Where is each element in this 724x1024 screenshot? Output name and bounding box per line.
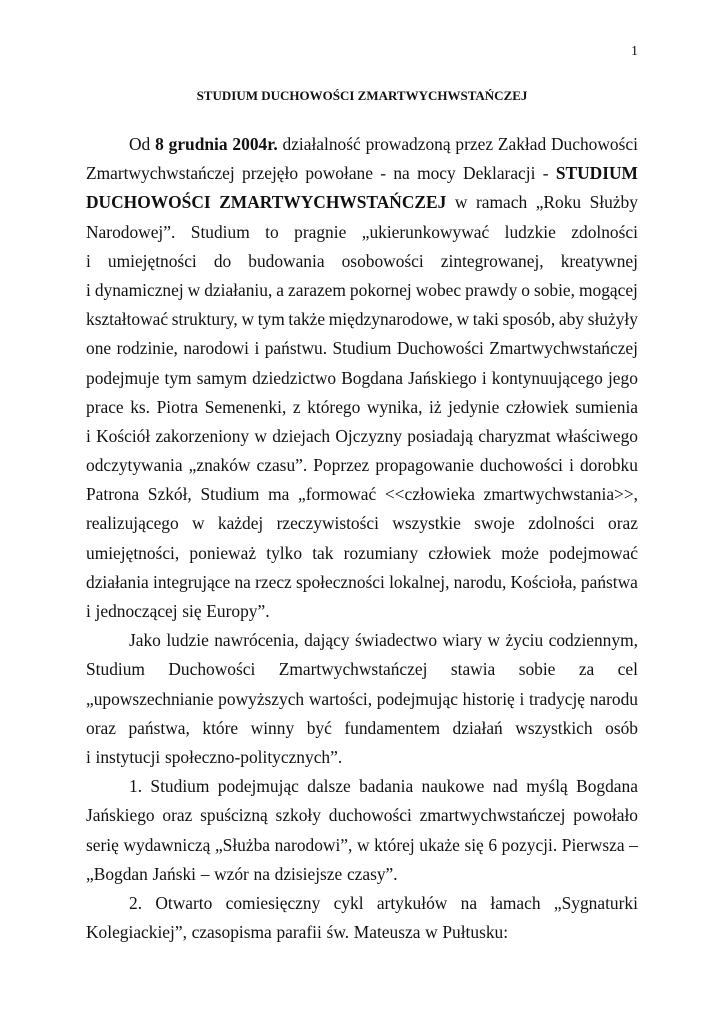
text-word: badania — [359, 776, 414, 797]
text-word: Duchowości — [168, 659, 256, 680]
text-line — [86, 159, 638, 188]
text-word: samym — [196, 367, 247, 388]
text-line — [86, 451, 638, 480]
text-word: ukaże — [419, 834, 460, 855]
text-word: i — [481, 367, 487, 388]
text-line — [86, 714, 638, 743]
text-line — [86, 655, 638, 684]
text-word: oraz — [86, 717, 116, 738]
text-line — [86, 801, 638, 830]
text-word: cel — [617, 659, 638, 680]
text-word: comiesięczny — [225, 892, 321, 913]
text-word: z — [292, 396, 301, 417]
text-word: kontynuującego — [491, 367, 603, 388]
text-word: Zmartwychwstańczej — [489, 338, 638, 359]
text-word: 1. — [129, 776, 143, 797]
text-word: działań — [452, 717, 503, 738]
text-line — [86, 305, 638, 334]
text-word: zakorzeniony — [155, 425, 250, 446]
text-word: tak — [312, 542, 334, 563]
text-word: w — [254, 425, 267, 446]
text-word: myślą — [526, 776, 568, 797]
text-word: podejmując — [217, 776, 299, 797]
text-word: państwu. — [264, 338, 328, 359]
text-word: taki — [472, 309, 499, 330]
text-word: codziennym, — [548, 630, 638, 651]
text-word: Zmartwychwstańczej — [278, 659, 428, 680]
text-word: Pułtusku: — [442, 922, 509, 943]
text-word: Ojczyzny — [335, 425, 403, 446]
text-line — [86, 393, 638, 422]
text-word: Jako — [129, 630, 161, 651]
text-word: spuścizną — [200, 805, 268, 826]
text-line — [86, 130, 638, 159]
text-word: Kościoła, — [510, 571, 577, 592]
text-word: pokornej — [349, 279, 412, 300]
text-word: dorobku — [579, 455, 638, 476]
text-word: – — [629, 834, 638, 855]
text-word: Jańskiego — [86, 805, 155, 826]
text-word: zdolności — [571, 221, 638, 242]
text-word: wszystkie — [392, 513, 461, 534]
text-line — [86, 218, 638, 247]
text-line — [86, 597, 638, 626]
text-word: czasopisma — [191, 922, 272, 943]
text-word: 8 — [155, 134, 164, 154]
text-word: przez — [455, 134, 494, 154]
text-line — [86, 509, 638, 538]
text-word: być — [306, 717, 332, 738]
text-word: ks. — [130, 396, 151, 417]
text-word: pragnie — [294, 221, 347, 242]
text-word: mocy — [417, 163, 456, 184]
text-word: struktury, — [171, 309, 238, 330]
text-line — [86, 568, 638, 597]
text-word: Studium — [332, 338, 392, 359]
text-word: kształtować — [86, 309, 169, 330]
text-word: w — [425, 922, 438, 943]
text-word: 2. — [129, 892, 143, 913]
text-line — [86, 276, 638, 305]
text-word: swoje — [474, 513, 515, 534]
text-word: może — [501, 542, 539, 563]
text-word: oraz — [608, 513, 638, 534]
text-word: sobie, — [533, 279, 575, 300]
text-line — [86, 539, 638, 568]
text-word: zarazem — [288, 279, 346, 300]
text-word: sposób, — [502, 309, 556, 330]
text-word: STUDIUM — [555, 163, 638, 184]
text-line — [86, 918, 638, 947]
text-word: ludzkie — [504, 221, 556, 242]
text-word: społeczności — [295, 571, 385, 592]
text-word: każdej — [217, 513, 264, 534]
text-word: się — [182, 601, 202, 621]
text-word: społeczno-politycznych”. — [164, 746, 343, 767]
text-word: prace — [86, 396, 124, 417]
text-word: naukowe — [421, 776, 485, 797]
text-word: której — [374, 834, 415, 855]
text-word: Semenenki, — [204, 396, 287, 417]
text-word: „Sygnaturki — [553, 892, 638, 913]
text-word: i — [254, 338, 260, 359]
text-word: tym — [164, 367, 192, 388]
text-word: rzecz — [255, 571, 292, 592]
text-word: Poprzez — [313, 455, 370, 476]
text-word: duchowości — [328, 805, 412, 826]
text-word: instytucji — [95, 746, 161, 767]
document-body — [86, 130, 638, 947]
text-word: historię — [462, 688, 515, 709]
text-word: narodu, — [453, 571, 507, 592]
text-word: wynika, — [366, 396, 423, 417]
text-word: które — [202, 717, 239, 738]
text-word: wiary — [442, 630, 483, 651]
text-word: DUCHOWOŚCI — [86, 192, 211, 213]
text-word: narodowi — [183, 338, 250, 359]
text-word: serię — [86, 834, 119, 855]
text-word: i — [86, 746, 91, 767]
text-word: podejmuje — [86, 367, 160, 388]
text-word: wydawniczą — [123, 834, 211, 855]
text-word: Duchowości — [551, 134, 638, 154]
text-line — [86, 188, 638, 217]
text-word: Jański — [152, 863, 196, 884]
text-word: działaniu, — [204, 279, 273, 300]
text-word: Studium — [190, 221, 250, 242]
text-word: „znaków — [188, 455, 251, 476]
text-word: - — [380, 163, 387, 184]
text-word: dziedzictwo — [252, 367, 337, 388]
text-word: świadectwo — [354, 630, 438, 651]
text-word: posiadają — [407, 425, 473, 446]
text-word: jednoczącej — [95, 601, 178, 621]
text-word: sumienia — [575, 396, 638, 417]
text-word: na — [393, 163, 410, 184]
text-line — [86, 247, 638, 276]
text-word: osób — [605, 717, 638, 738]
text-word: i — [86, 279, 91, 300]
text-word: Zmartwychwstańczej — [86, 163, 235, 184]
text-word: i — [86, 250, 91, 271]
text-word: dający — [304, 630, 350, 651]
text-word: Jańskiego — [408, 367, 477, 388]
text-word: Narodowej”. — [86, 221, 176, 242]
text-word: w — [454, 192, 468, 213]
text-word: wobec — [415, 279, 462, 300]
page-number: 1 — [631, 44, 638, 59]
text-word: charyzmat — [478, 425, 551, 446]
text-word: w — [356, 834, 370, 855]
text-word: narodu — [589, 688, 638, 709]
text-word: „upowszechnianie — [86, 688, 214, 709]
text-word: w — [487, 630, 501, 651]
text-word: sobie — [518, 659, 556, 680]
text-word: wszystkich — [515, 717, 593, 738]
text-word: parafii — [276, 922, 322, 943]
text-word: odczytywania — [86, 455, 183, 476]
text-word: tylko — [266, 542, 303, 563]
text-word: nawrócenia, — [214, 630, 299, 651]
text-word: prowadzoną — [365, 134, 451, 154]
text-word: Kościół — [96, 425, 151, 446]
text-word: do — [213, 250, 232, 271]
text-word: czasu”. — [256, 455, 308, 476]
text-word: przejęło — [242, 163, 299, 184]
text-word: za — [578, 659, 595, 680]
text-word: prawdy — [465, 279, 518, 300]
text-word: podejmować — [549, 542, 638, 563]
text-word: działania — [86, 571, 149, 592]
text-word: zmartwychwstańczej — [419, 805, 566, 826]
text-word: „Roku — [535, 192, 582, 213]
text-word: fundamentem — [344, 717, 440, 738]
text-word: człowiek — [428, 542, 492, 563]
text-word: umiejętności — [107, 250, 197, 271]
text-word: jego — [607, 367, 638, 388]
text-word: „ukierunkowywać — [361, 221, 490, 242]
text-word: - — [542, 163, 549, 184]
text-word: Piotra — [156, 396, 199, 417]
text-line — [86, 685, 638, 714]
text-word: o — [521, 279, 530, 300]
text-word: propagowanie — [375, 455, 474, 476]
text-line — [86, 889, 638, 918]
text-word: Zakład — [497, 134, 547, 154]
text-line — [86, 772, 638, 801]
text-word: to — [265, 221, 279, 242]
text-word: – — [200, 863, 210, 884]
text-word: jedynie — [448, 396, 500, 417]
text-word: Pierwsza — [561, 834, 625, 855]
text-word: umiejętności, — [86, 542, 180, 563]
text-word: iż — [428, 396, 442, 417]
text-word: ramach — [475, 192, 528, 213]
text-word: nad — [492, 776, 518, 797]
text-word: ma — [268, 484, 290, 505]
text-word: św. — [326, 922, 350, 943]
text-word: 2004r. — [232, 134, 278, 154]
text-word: dziejach — [272, 425, 331, 446]
text-word: ludzie — [166, 630, 209, 651]
text-word: Szkół, — [147, 484, 192, 505]
text-word: rozumiany — [343, 542, 419, 563]
text-word: <<człowieka — [384, 484, 475, 505]
text-word: winny — [250, 717, 295, 738]
text-line — [86, 334, 638, 363]
text-word: 6 — [488, 834, 498, 855]
text-word: człowiek — [505, 396, 569, 417]
text-word: i — [569, 455, 574, 476]
text-word: Patrona — [86, 484, 140, 505]
text-word: Bogdana — [576, 776, 638, 797]
text-word: rodzinie, — [116, 338, 178, 359]
text-word: Studium — [200, 484, 260, 505]
text-word: państwa, — [128, 717, 190, 738]
text-word: powołało — [573, 805, 638, 826]
text-word: kreatywnej — [560, 250, 638, 271]
text-word: ponieważ — [189, 542, 257, 563]
text-word: i — [519, 688, 525, 709]
text-line — [86, 422, 638, 451]
text-word: aby — [558, 309, 585, 330]
text-line — [86, 626, 638, 655]
text-word: zmartwychwstania>>, — [483, 484, 638, 505]
text-word: Studium — [150, 776, 210, 797]
text-word: podejmując — [376, 688, 458, 709]
text-word: Bogdana — [341, 367, 404, 388]
text-word: w — [456, 309, 470, 330]
text-word: życiu — [505, 630, 544, 651]
text-word: na — [234, 571, 251, 592]
text-word: mogącej — [578, 279, 638, 300]
text-word: Od — [129, 134, 151, 154]
text-line — [86, 364, 638, 393]
text-word: łamach — [490, 892, 541, 913]
text-word: pozycji. — [501, 834, 558, 855]
text-word: czasy”. — [346, 863, 398, 884]
text-word: a — [276, 279, 285, 300]
text-word: dynamicznej — [94, 279, 184, 300]
text-word: osobowości — [341, 250, 424, 271]
text-word: Kolegiackiej”, — [86, 922, 187, 943]
text-word: wzór — [214, 863, 249, 884]
text-word: zintegrowanej, — [440, 250, 544, 271]
text-word: dalsze — [307, 776, 351, 797]
text-word: one — [86, 338, 112, 359]
text-word: Mateusza — [353, 922, 421, 943]
text-word: dzisiejsze — [274, 863, 343, 884]
text-word: wartości, — [308, 688, 373, 709]
text-word: rzeczywistości — [276, 513, 379, 534]
text-word: oraz — [162, 805, 193, 826]
text-word: ZMARTWYCHWSTAŃCZEJ — [219, 192, 447, 213]
text-line — [86, 831, 638, 860]
text-word: realizującego — [86, 513, 179, 534]
text-word: i — [86, 425, 91, 446]
text-word: się — [464, 834, 484, 855]
text-word: także — [288, 309, 326, 330]
text-word: narodowi”, — [274, 834, 353, 855]
text-line — [86, 743, 638, 772]
text-word: właściwego — [555, 425, 638, 446]
text-word: integrujące — [152, 571, 231, 592]
text-word: Europy”. — [206, 601, 270, 621]
text-word: artykułów — [376, 892, 448, 913]
text-word: „Bogdan — [86, 863, 148, 884]
text-word: grudnia — [168, 134, 228, 154]
text-word: międzynarodowe, — [328, 309, 453, 330]
text-word: stawia — [450, 659, 496, 680]
text-word: Deklaracji — [463, 163, 536, 184]
text-word: działalność — [282, 134, 361, 154]
text-word: zdolności — [528, 513, 595, 534]
text-word: powyższych — [218, 688, 305, 709]
text-word: duchowości — [479, 455, 563, 476]
text-word: tym — [257, 309, 285, 330]
document-title: STUDIUM DUCHOWOŚCI ZMARTWYCHWSTAŃCZEJ — [196, 88, 528, 103]
text-word: Studium — [86, 659, 145, 680]
text-word: Otwarto — [155, 892, 213, 913]
text-word: w — [241, 309, 255, 330]
text-word: lokalnej, — [389, 571, 450, 592]
text-word: Służby — [589, 192, 638, 213]
text-word: w — [187, 279, 201, 300]
text-word: państwa — [580, 571, 638, 592]
text-line — [86, 480, 638, 509]
text-word: na — [253, 863, 270, 884]
text-word: służyły — [587, 309, 638, 330]
text-word: cykl — [333, 892, 364, 913]
text-word: „formować — [297, 484, 377, 505]
text-word: Duchowości — [396, 338, 484, 359]
text-word: w — [192, 513, 205, 534]
text-word: na — [460, 892, 478, 913]
text-word: powołane — [305, 163, 373, 184]
text-word: budowania — [248, 250, 325, 271]
text-word: tradycję — [529, 688, 586, 709]
text-word: i — [86, 601, 91, 621]
text-word: szkoły — [275, 805, 321, 826]
text-word: którego — [307, 396, 361, 417]
text-word: „Służba — [214, 834, 271, 855]
text-line — [86, 860, 638, 889]
